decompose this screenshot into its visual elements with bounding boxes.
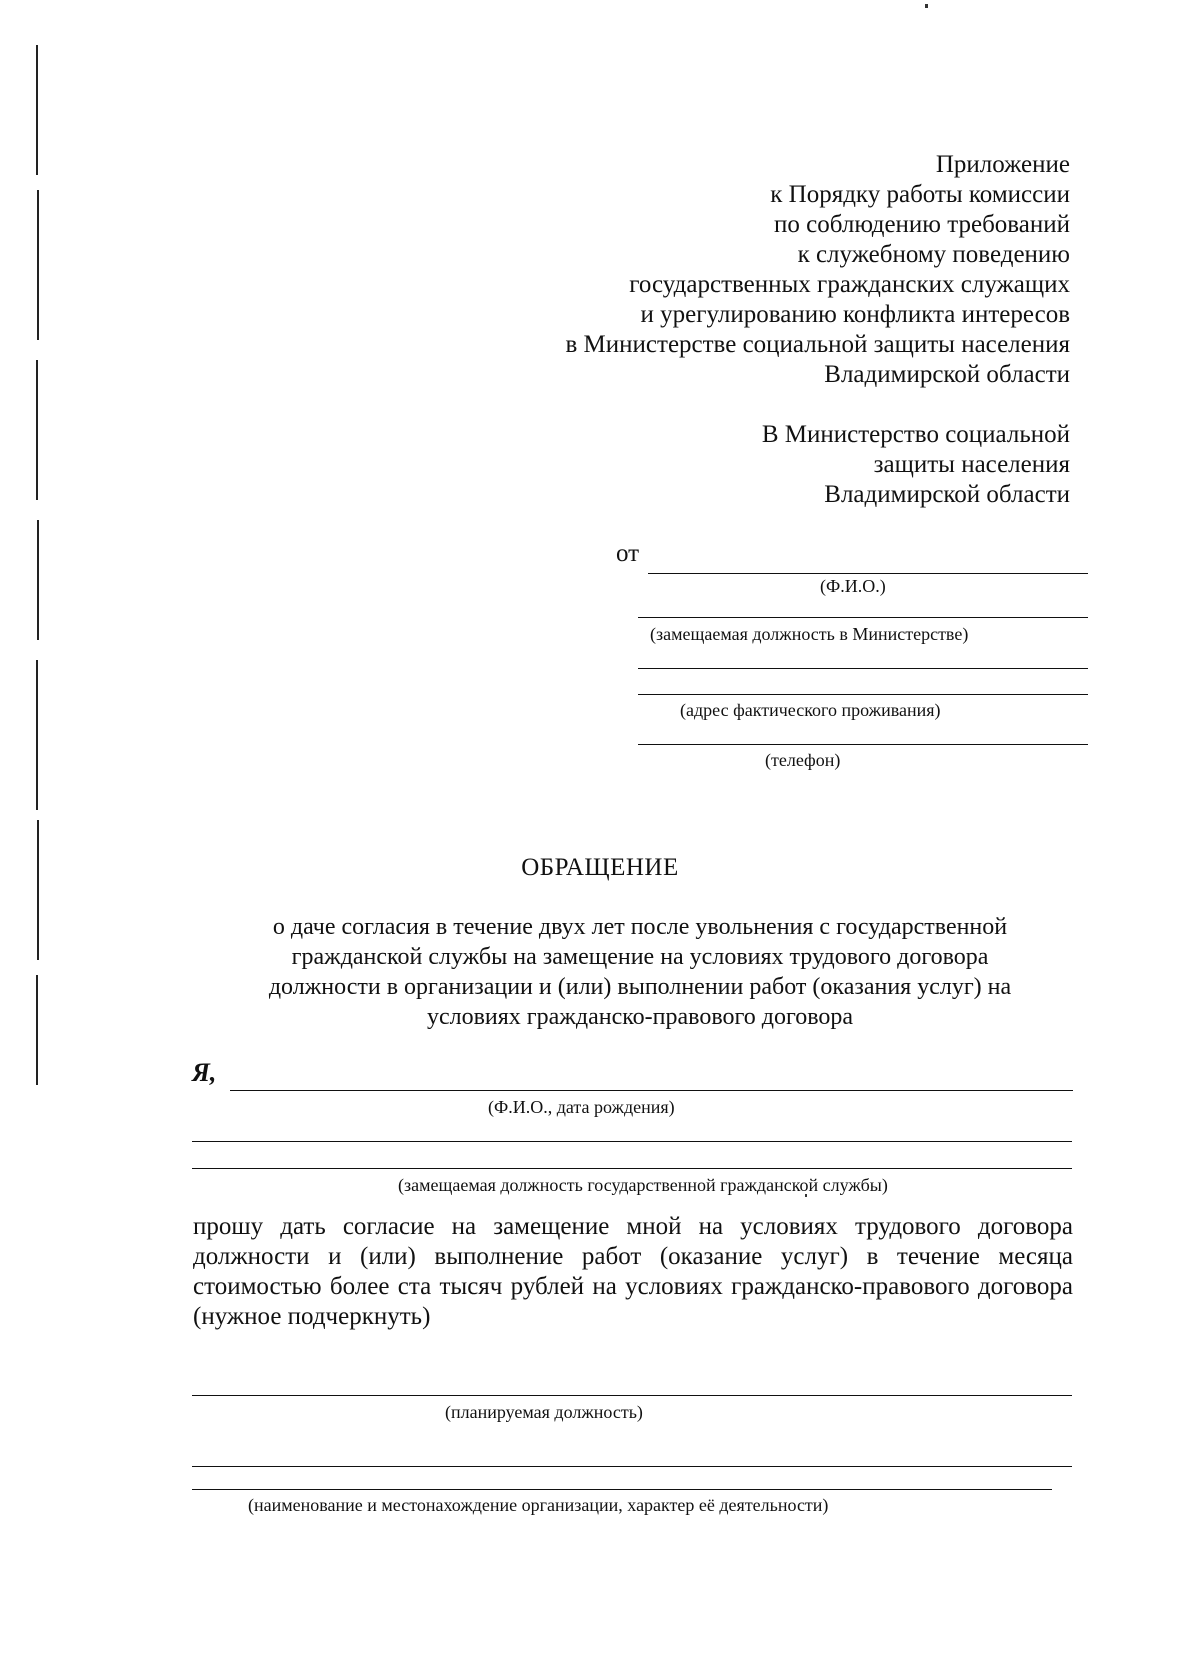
- sender-fio-row: [616, 540, 1088, 568]
- subtitle-line: гражданской службы на замещение на условиях трудового договора: [291, 944, 989, 970]
- applicant-position-field-1[interactable]: [192, 1141, 1072, 1142]
- scan-margin-mark: [36, 45, 38, 175]
- applicant-position-field-2[interactable]: [192, 1168, 1072, 1169]
- scan-margin-mark: [37, 520, 39, 640]
- subtitle-line: о даче согласия в течение двух лет после увольнения с государственной: [272, 914, 1008, 940]
- request-paragraph: прошу дать согласие на замещение мной на условиях трудового договора должности и (или) выполнение работ (оказание услуг) в течение месяца стоимостью более ста тысяч рублей на условиях гражданско-правового договора (нужное подчеркнуть): [193, 1213, 1073, 1330]
- header-line: Владимирской области: [824, 361, 1070, 388]
- sender-fio-field[interactable]: [648, 573, 1088, 574]
- sender-address-field-1[interactable]: [638, 668, 1088, 669]
- scan-margin-mark: [37, 190, 39, 340]
- header-line: к служебному поведению: [797, 241, 1070, 268]
- fio-caption: (Ф.И.О.): [820, 576, 886, 596]
- sender-position-field[interactable]: [638, 617, 1088, 618]
- organization-caption: (наименование и местонахождение организации, характер её деятельности): [248, 1495, 829, 1515]
- address-caption: (адрес фактического проживания): [680, 700, 941, 720]
- scan-margin-mark: [36, 660, 38, 810]
- addressee-line: В Министерство социальной: [761, 421, 1070, 448]
- header-line: в Министерстве социальной защиты населения: [565, 331, 1070, 358]
- scan-margin-mark: [36, 360, 38, 500]
- from-label: от: [616, 540, 640, 567]
- header-line: по соблюдению требований: [774, 211, 1070, 238]
- scan-speck: [925, 4, 928, 8]
- document-subtitle: [190, 912, 1090, 1032]
- scan-margin-mark: [37, 820, 39, 960]
- organization-field-2[interactable]: [192, 1489, 1052, 1490]
- addressee-block: [762, 420, 1070, 510]
- addressee-line: Владимирской области: [824, 481, 1070, 508]
- planned-position-field[interactable]: [192, 1395, 1072, 1396]
- header-line: государственных гражданских служащих: [629, 271, 1070, 298]
- ya-label: Я,: [192, 1058, 217, 1087]
- phone-caption: (телефон): [765, 750, 841, 770]
- subtitle-line: условиях гражданско-правового договора: [426, 1004, 854, 1030]
- planned-position-caption: (планируемая должность): [445, 1402, 643, 1422]
- header-line: Приложение: [935, 151, 1070, 178]
- applicant-fio-field[interactable]: [230, 1090, 1073, 1091]
- subtitle-line: должности в организации и (или) выполнении работ (оказания услуг) на: [268, 974, 1012, 1000]
- appendix-header: [566, 150, 1071, 390]
- scan-margin-mark: [36, 975, 38, 1085]
- civil-position-caption: (замещаемая должность государственной гражданской службы): [398, 1175, 888, 1195]
- header-line: и урегулированию конфликта интересов: [640, 301, 1070, 328]
- document-title: ОБРАЩЕНИЕ: [521, 854, 679, 881]
- sender-phone-field[interactable]: [638, 744, 1088, 745]
- position-caption: (замещаемая должность в Министерстве): [650, 624, 969, 644]
- addressee-line: защиты населения: [873, 451, 1070, 478]
- sender-address-field-2[interactable]: [638, 694, 1088, 695]
- organization-field-1[interactable]: [192, 1466, 1072, 1467]
- fio-dob-caption: (Ф.И.О., дата рождения): [488, 1097, 675, 1117]
- header-line: к Порядку работы комиссии: [770, 181, 1070, 208]
